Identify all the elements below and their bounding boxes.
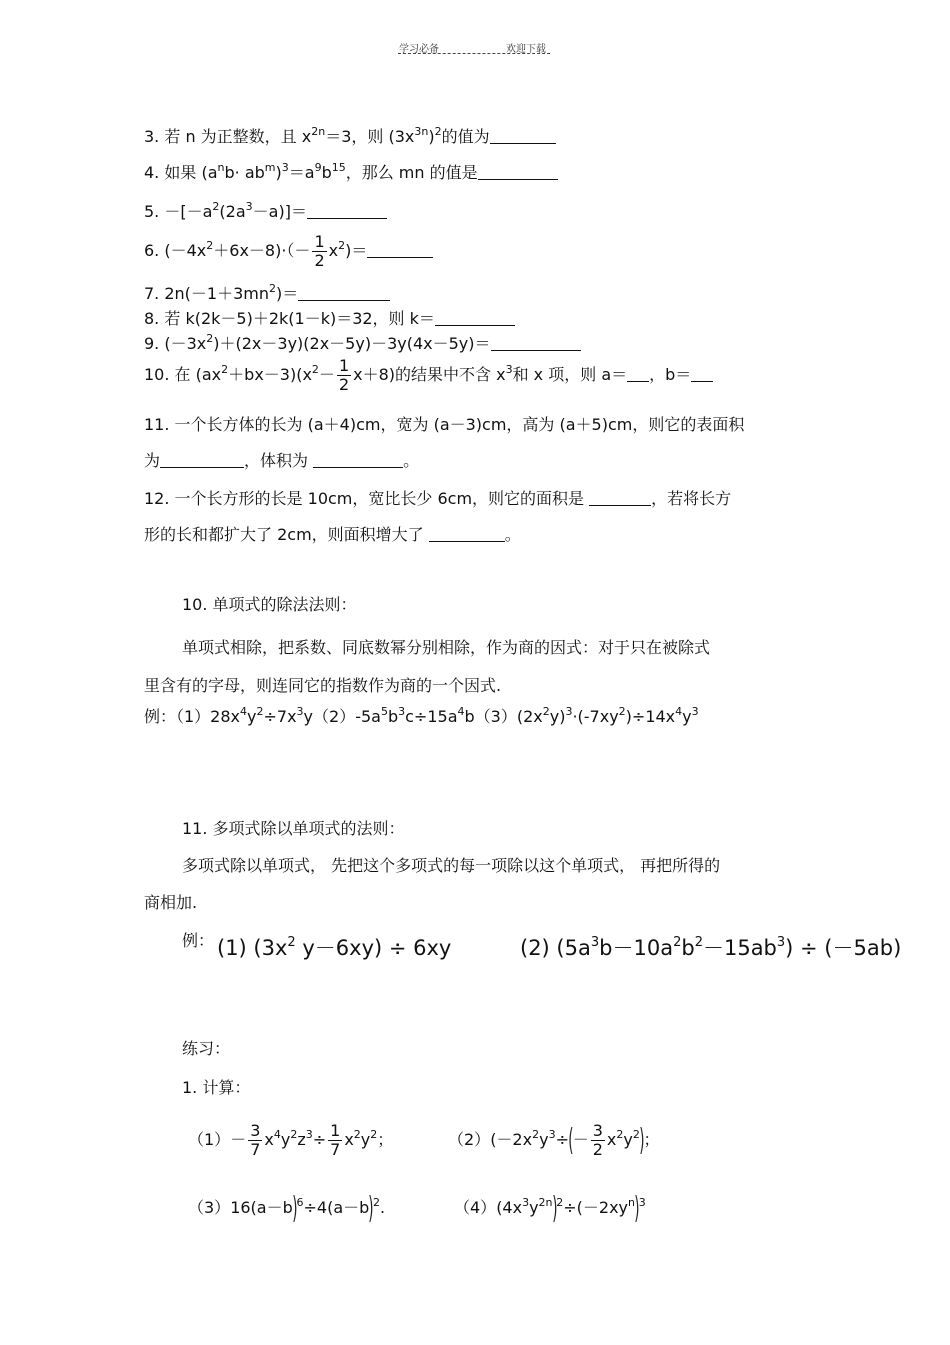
practice-title: 练习：: [182, 1039, 231, 1058]
answer-blank: [589, 491, 651, 506]
section-10-example: 例：$(1)28x^4y^2\div 7x^3y(2)-5a^5b^3c\div 15a^4b(3)(2x^2y)^3\cdot(-7xy^2)\div 14x^4y^3$: [144, 705, 699, 726]
section-11-rule-line-2: 商相加.: [144, 893, 198, 912]
problem-3: 3. 若 n 为正整数，且 $x^{2n}=3$，则 $(3x^{3n})^2$的值为: [144, 127, 556, 147]
section-10-rule-line-2: 里含有的字母，则连同它的指数作为商的一个因式.: [144, 676, 502, 695]
fraction: $\frac{1}{2}$: [314, 232, 325, 270]
answer-blank: [490, 129, 556, 144]
problem-11-line-2: 为 ，体积为 。: [144, 451, 420, 470]
problem-7: 7. $2n(-1+3mn^2)=$: [144, 284, 390, 304]
right-paren-icon: ): [551, 1191, 558, 1226]
problem-6: 6. $(-4x^2+6x-8)\cdot(-$ $\frac{1}{2}$ $x^2)=$: [144, 233, 433, 270]
answer-blank: [691, 367, 713, 382]
fraction: $\frac{3}{7}$: [250, 1121, 261, 1159]
practice-question-1: 1. 计算：: [182, 1078, 251, 1097]
answer-blank: [435, 311, 515, 326]
right-paren-icon: ): [368, 1191, 374, 1226]
header-divider: [398, 53, 550, 54]
problem-9: 9. $(-3x^2)+(2x-3y)(2x-5y)-3y(4x-5y)=$: [144, 334, 581, 354]
section-11-example-1: (1) ($3x^2$ y－6xy) ÷ 6xy: [217, 935, 452, 960]
problem-12-line-2: 形的长和都扩大了 2cm，则面积增大了 。: [144, 525, 521, 544]
left-paren-icon: (: [568, 1123, 574, 1158]
right-paren-icon: ): [291, 1191, 298, 1226]
answer-blank: [298, 286, 390, 301]
exercise-3: $(3)16(a-b)^6\div 4(a-b)^2$.: [188, 1191, 386, 1226]
problem-10: 10. 在 $(ax^2+bx-3)(x^2-$ $\frac{1}{2}$ x＋8)的结果中不含 $x^3$和 x 项，则 a＝ ，b＝: [144, 357, 713, 394]
section-11-example-label: 例：: [182, 931, 215, 950]
section-10-title: 10. 单项式的除法法则：: [182, 595, 357, 614]
answer-blank: [627, 367, 649, 382]
section-11-rule-line-1: 多项式除以单项式， 先把这个多项式的每一项除以这个单项式， 再把所得的: [182, 856, 721, 875]
problem-5: 5. $-[-a^2(2a^3-a)]=$: [144, 202, 387, 222]
exercise-1: （1）－ $\frac{3}{7}$ $x^4y^2z^3\div$ $\frac{1}{7}$ $x^2y^2$；: [188, 1121, 394, 1159]
answer-blank: [307, 204, 387, 219]
fraction: $\frac{1}{2}$: [338, 356, 350, 394]
problem-4: 4. 如果 $(a^nb\cdot ab^m)^3=a^9b^{15}$，那么 mn 的值是: [144, 163, 558, 183]
section-11-example-2: (2) $(5a^3b-10a^2b^2-15ab^3) \div (-5ab)$: [520, 935, 902, 960]
answer-blank: [478, 165, 558, 180]
problem-8: 8. 若 k(2k－5)＋2k(1－k)＝32，则 k＝: [144, 309, 515, 329]
answer-blank: [429, 527, 505, 542]
exercise-4: $(4)(4x^3y^{2n})^2\div(-2xy^n)^3$: [454, 1191, 646, 1226]
problem-12-line-1: 12. 一个长方形的长是 10cm，宽比长少 6cm，则它的面积是 ，若将长方: [144, 489, 732, 508]
answer-blank: [313, 453, 403, 468]
answer-blank: [160, 453, 244, 468]
right-paren-icon: ): [639, 1123, 645, 1158]
fraction: $\frac{3}{2}$: [592, 1121, 603, 1159]
exercise-2: $(2)(-2x^2y^3\div(-$ $\frac{3}{2}$ $x^2y^2$)；: [448, 1121, 660, 1159]
answer-blank: [367, 243, 433, 258]
answer-blank: [491, 336, 581, 351]
header-left: 学习必备: [399, 44, 439, 55]
section-10-rule-line-1: 单项式相除，把系数、同底数幂分别相除，作为商的因式：对于只在被除式: [182, 638, 711, 657]
header-right: 欢迎下载: [506, 44, 546, 55]
fraction: $\frac{1}{7}$: [330, 1121, 341, 1159]
problem-11-line-1: 11. 一个长方体的长为 (a＋4)cm，宽为 (a－3)cm，高为 (a＋5)cm，则它的表面积: [144, 415, 745, 434]
section-11-title: 11. 多项式除以单项式的法则：: [182, 819, 405, 838]
right-paren-icon: ): [634, 1191, 640, 1226]
